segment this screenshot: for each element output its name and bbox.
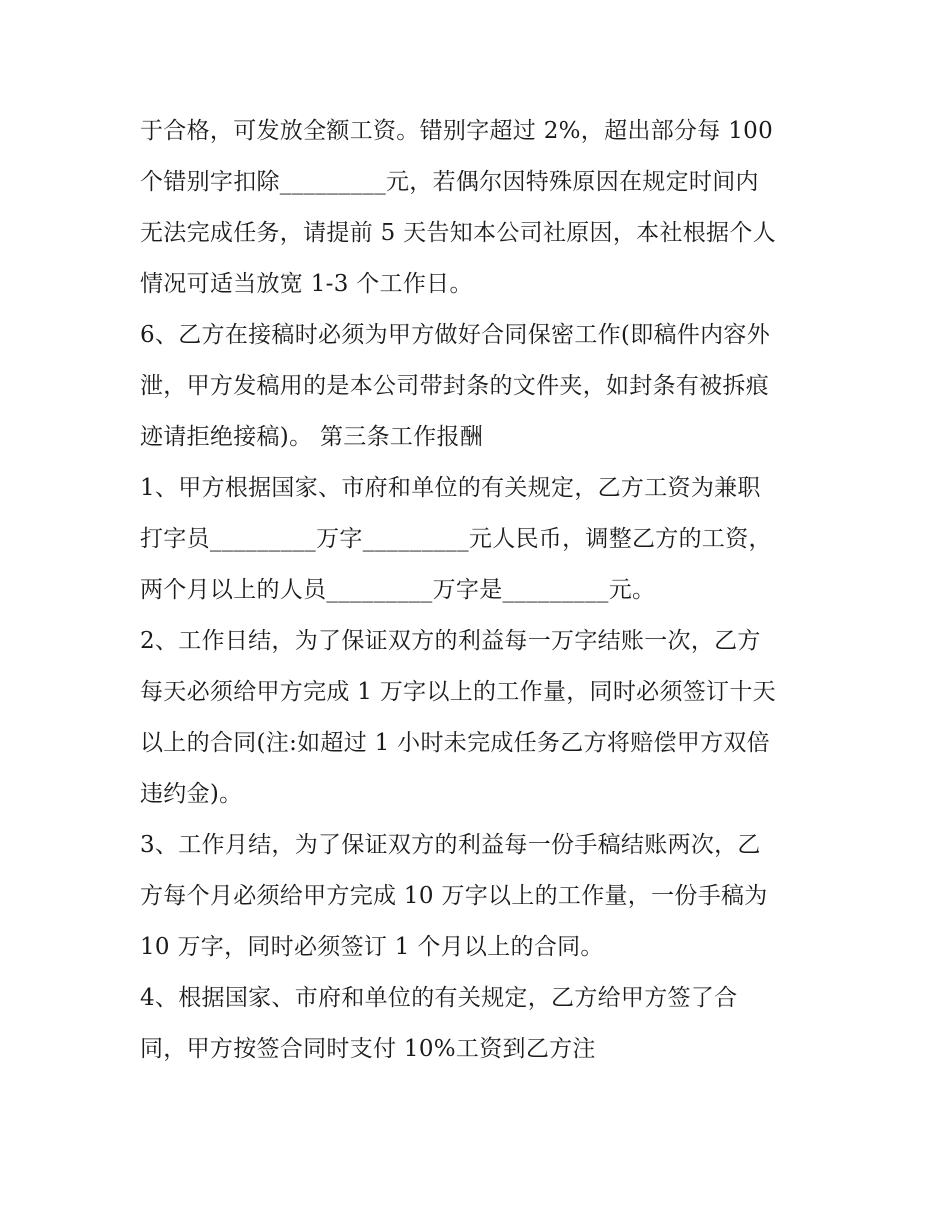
text-line: 6、乙方在接稿时必须为甲方做好合同保密工作(即稿件内容外 <box>140 322 771 348</box>
text-line: 1、甲方根据国家、市府和单位的有关规定，乙方工资为兼职 <box>140 475 761 501</box>
text-line: 以上的合同(注:如超过 1 小时未完成任务乙方将赔偿甲方双倍 <box>140 730 770 756</box>
text-line: 10 万字，同时必须签订 1 个月以上的合同。 <box>140 934 604 960</box>
text-line: 无法完成任务，请提前 5 天告知本公司社原因，本社根据个人 <box>140 220 776 246</box>
text-line: 违约金)。 <box>140 781 243 807</box>
text-line: 于合格，可发放全额工资。错别字超过 2%，超出部分每 100 <box>140 118 774 144</box>
text-line: 3、工作月结，为了保证双方的利益每一份手稿结账两次，乙 <box>140 832 761 858</box>
text-line: 4、根据国家、市府和单位的有关规定，乙方给甲方签了合 <box>140 985 738 1011</box>
text-line: 两个月以上的人员_________万字是_________元。 <box>140 577 656 603</box>
text-line: 迹请拒绝接稿)。 第三条工作报酬 <box>140 424 484 450</box>
document-body <box>140 106 820 1075</box>
text-line: 同，甲方按签合同时支付 10%工资到乙方注 <box>140 1036 596 1062</box>
text-line: 情况可适当放宽 1-3 个工作日。 <box>140 271 473 297</box>
text-line: 每天必须给甲方完成 1 万字以上的工作量，同时必须签订十天 <box>140 679 776 705</box>
text-line: 泄，甲方发稿用的是本公司带封条的文件夹，如封条有被拆痕 <box>140 373 770 399</box>
text-line: 个错别字扣除_________元，若偶尔因特殊原因在规定时间内 <box>140 169 759 195</box>
text-line: 2、工作日结，为了保证双方的利益每一万字结账一次，乙方 <box>140 628 761 654</box>
text-line: 打字员_________万字_________元人民币，调整乙方的工资， <box>140 526 772 552</box>
text-line: 方每个月必须给甲方完成 10 万字以上的工作量，一份手稿为 <box>140 883 768 909</box>
